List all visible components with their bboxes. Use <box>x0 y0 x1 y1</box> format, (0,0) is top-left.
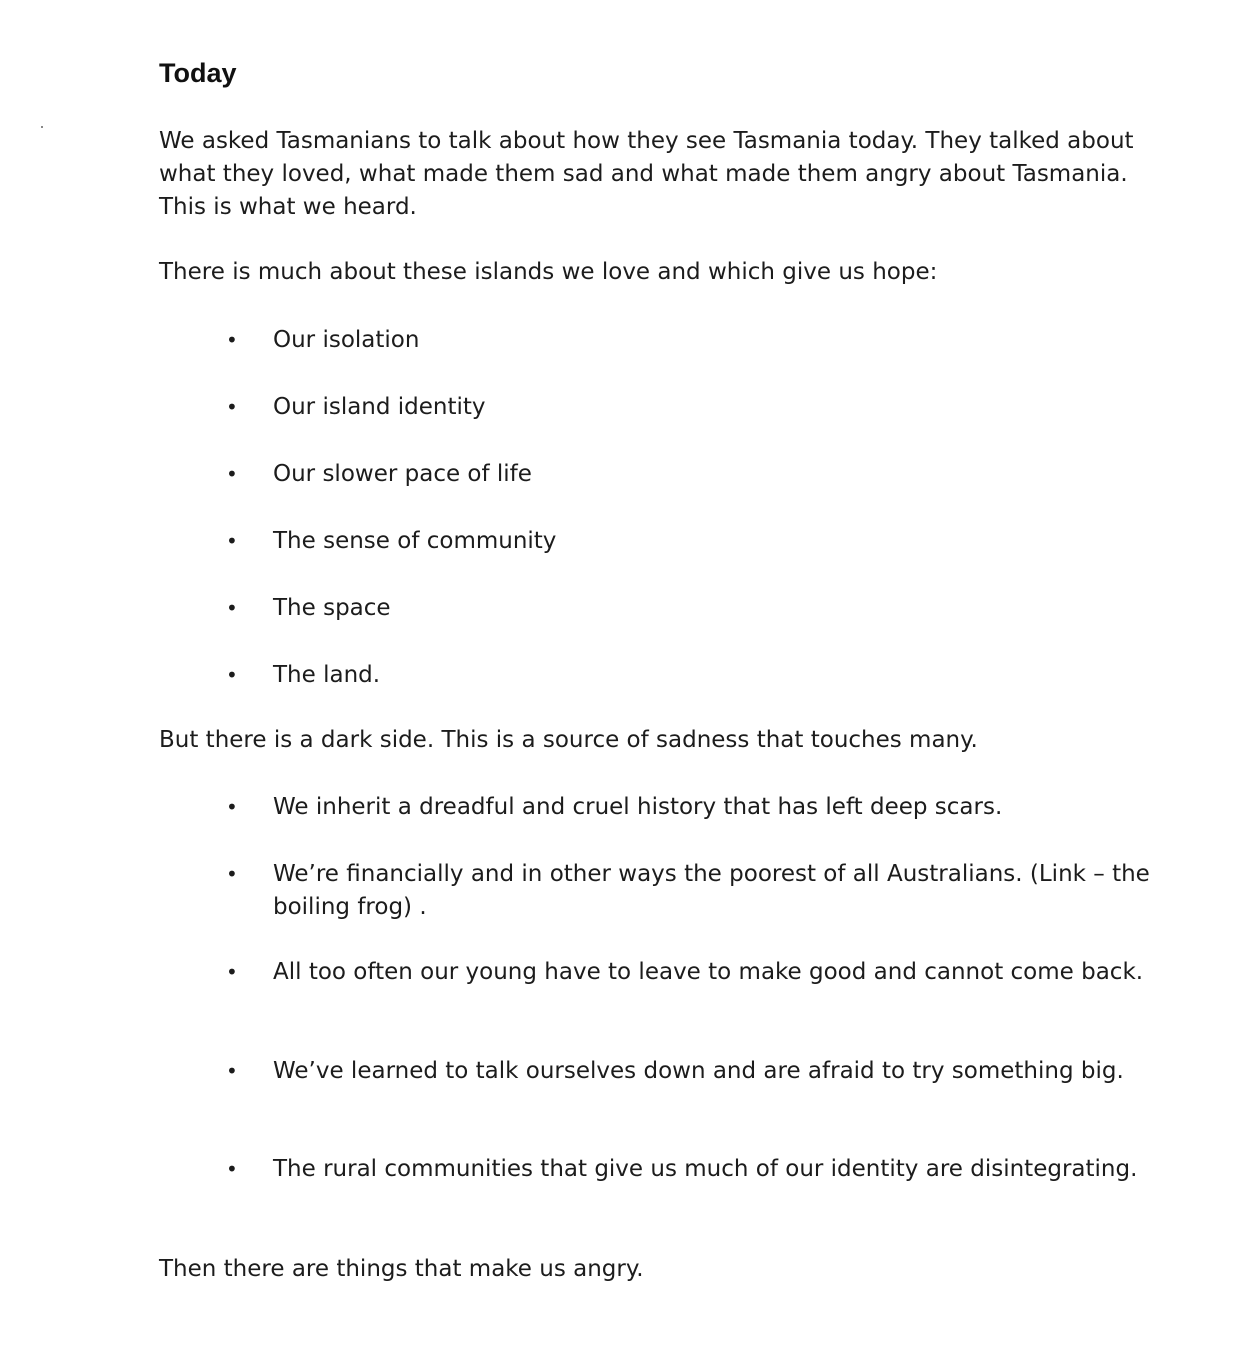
love-intro-paragraph: There is much about these islands we love and which give us hope: <box>159 259 938 285</box>
bullet-icon: • <box>226 328 238 352</box>
list-item-text: The land. <box>273 662 381 688</box>
list-item <box>226 956 1166 989</box>
list-item-text: We’re financially and in other ways the poorest of all Australians. (Link – the boiling frog) . <box>273 861 1150 920</box>
list-item <box>226 458 1166 491</box>
list-item <box>226 858 1166 924</box>
list-item <box>226 391 1166 424</box>
bullet-icon: • <box>226 795 238 819</box>
bullet-icon: • <box>226 663 238 687</box>
list-item-text: The sense of community <box>273 528 557 554</box>
list-item-text: All too often our young have to leave to make good and cannot come back. <box>273 959 1144 985</box>
list-item <box>226 1055 1166 1088</box>
list-item-text: Our isolation <box>273 327 420 353</box>
list-item-text: Our slower pace of life <box>273 461 532 487</box>
bullet-icon: • <box>226 1157 238 1181</box>
list-item <box>226 1153 1166 1186</box>
list-item-text: The rural communities that give us much of our identity are disintegrating. <box>273 1156 1138 1182</box>
bullet-icon: • <box>226 395 238 419</box>
bullet-icon: • <box>226 960 238 984</box>
list-item-text: We inherit a dreadful and cruel history that has left deep scars. <box>273 794 1003 820</box>
intro-paragraph: We asked Tasmanians to talk about how they see Tasmania today. They talked about what they loved, what made them sad and what made them angry about Tasmania. This is what we heard. <box>159 128 1134 220</box>
list-item <box>226 791 1166 824</box>
list-item-text: The space <box>273 595 391 621</box>
bullet-icon: • <box>226 596 238 620</box>
bullet-icon: • <box>226 1059 238 1083</box>
angry-intro-paragraph: Then there are things that make us angry. <box>159 1256 644 1282</box>
list-item <box>226 659 1166 692</box>
bullet-icon: • <box>226 529 238 553</box>
dark-intro-paragraph: But there is a dark side. This is a source of sadness that touches many. <box>159 727 978 753</box>
scan-speck <box>41 126 43 128</box>
list-item <box>226 592 1166 625</box>
list-item <box>226 324 1166 357</box>
bullet-icon: • <box>226 462 238 486</box>
list-item <box>226 525 1166 558</box>
list-item-text: We’ve learned to talk ourselves down and are afraid to try something big. <box>273 1058 1124 1084</box>
bullet-icon: • <box>226 862 238 886</box>
list-item-text: Our island identity <box>273 394 486 420</box>
page-title: Today <box>159 58 237 88</box>
